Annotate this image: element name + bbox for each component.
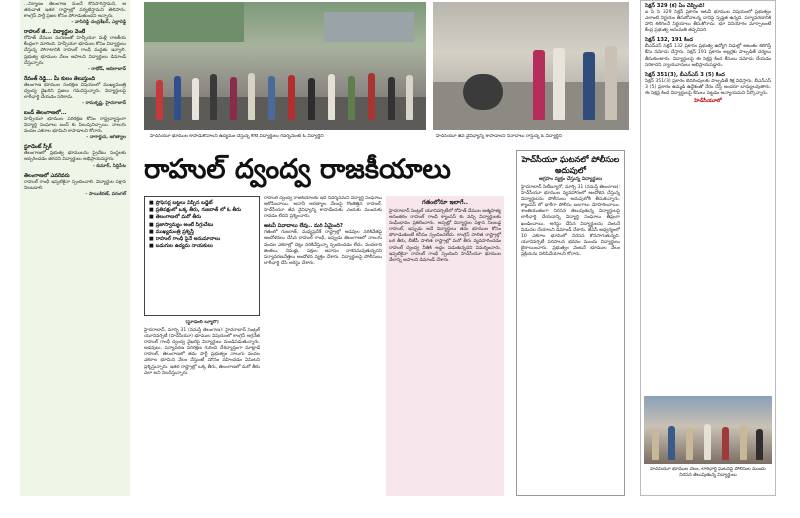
sidebar-story (516, 150, 625, 496)
sidebar-subtitle: ఆగ్రహం వ్యక్తం చేస్తున్న విద్యార్థులు (538, 177, 603, 182)
byline: (స్టూడెంట్ బ్యూరో) (185, 320, 219, 325)
article-column-3 (386, 196, 504, 496)
highlight-item: ■ ముఖ్యమంత్రి ప్రశ్నిస్తే (149, 228, 194, 235)
left-heading-2: రేవంత్ రెడ్డి... మీ కులం తెలుస్తుంది (24, 75, 96, 82)
photo-person (533, 50, 545, 120)
right-section-heading: హెచ్‌సీయూలో (694, 98, 722, 105)
right-text-2: బీఎన్ఎస్ సెక్షన్ 132 ప్రకారం ప్రభుత్వ ఉద్యోగి విధుల్లో ఆటంకం కలిగిస్తే కేసు నమోదు చేస్తారు. సెక్షన్ 191 ప్రకారం అల్లర్లకు పాల్పడితే చర్యలు తీసుకుంటారు. విద్యార్థులపై ఈ సెక్షన్ల కింద కేసులు నమోదు చేయడం సరికాదని న్యాయవాదులు అభిప్రాయపడ్డారు. (645, 44, 771, 68)
photo-person (740, 425, 747, 460)
left-heading-5: తెలంగాణలో ఎవరెవరు (24, 172, 70, 179)
left-signature-5: - కుమార్, సిద్దిపేట (92, 163, 126, 169)
article-text-3: హైదరాబాద్ సెంట్రల్ యూనివర్సిటీలో రోహిత్ వేముల ఆత్మహత్య అనంతరం రాహుల్ గాంధీ క్యాంపస్ కు వచ్చి విద్యార్థులకు సంఘీభావం ప్రకటించారు. అప్పట్లో విద్యార్థుల పక్షాన నిలబడ్డ రాహుల్, ఇప్పుడు అదే విద్యార్థులు తమ భూముల కోసం పోరాడుతుంటే కనీసం స్పందించలేదు. కాంగ్రెస్ పాలిత రాష్ట్రాల్లో ఒక తీరు, బీజేపీ పాలిత రాష్ట్రాల్లో మరో తీరు వ్యవహరించడం రాహుల్ ద్వంద్వ నీతికి అద్దం పడుతున్నదని విమర్శించారు. ఇప్పటికైనా రాహుల్ గాంధీ స్పందించి హెచ్‌సీయూ భూముల వేలాన్ని ఆపాలని డిమాండ్ చేశారు. (389, 209, 501, 263)
left-heading-3: బంద్ తెలంగాణలో... (24, 110, 67, 117)
photo-person (192, 78, 199, 120)
article-subheading-3: గతంలోనూ ఇలాగే.. (421, 199, 468, 206)
left-signature-4: - నాగార్జున, జగిత్యాల (86, 135, 126, 141)
photo-person (553, 48, 565, 120)
photo-person (686, 428, 693, 460)
article-column-1 (144, 320, 260, 496)
photo-building (324, 12, 414, 42)
left-text-5: రాహుల్ గాంధీ ఇప్పటికైనా స్పందించాలి. విద్యార్థుల పక్షాన నిలబడాలి. (24, 179, 126, 191)
article-text-2: రాహుల్ ద్వంద్వ రాజకీయాలకు ఇదే నిదర్శనమని విద్యార్థి సంఘాలు ఆరోపించాయి. అదానీ అరణ్యాల వేలంపై గొంతెత్తిన రాహుల్, హెచ్‌సీయూ జీవ వైవిధ్యాన్ని కాపాడేందుకు ఎందుకు ముందుకు రావడం లేదని ప్రశ్నించారు. (264, 196, 382, 220)
article-subheading-2: అటవీ వివాదాలు లేవు.. మరి ఏమైంది? (264, 223, 343, 230)
left-heading-1: రాహుల్ జీ... విద్యార్థుల వెంటే (24, 29, 86, 36)
student-writing-photo (433, 2, 629, 130)
sidebar-text: హైదరాబాద్ సిటీబ్యూరో, మార్చి 31 (నమస్తే తెలంగాణ): హెచ్‌సీయూ భూముల వ్యవహారంలో ఆందోళన చేస్తున్న విద్యార్థులను పోలీసులు అదుపులోకి తీసుకున్నారు. క్యాంపస్ లో భారీగా పోలీసు బలగాలు మోహరించాయి. శాంతియుతంగా నిరసన తెలుపుతున్న విద్యార్థులపై లాఠీఛార్జి చేయడాన్ని విద్యార్థి సంఘాలు తీవ్రంగా ఖండించాయి. అరెస్టు చేసిన విద్యార్థులను వెంటనే విడుదల చేయాలని డిమాండ్ చేశారు. జేఏసీ ఆధ్వర్యంలో 10 ఎకరాల భూమిలో నిరసన కొనసాగుతున్నది. యూనివర్సిటీ పరిపాలన భవనం ముందు విద్యార్థులు బైఠాయించారు. ప్రభుత్వం వెంటనే భూముల వేలం ప్రక్రియను నిలిపివేయాలని కోరారు. (521, 185, 620, 258)
article-text-2b: గతంలో గుజరాత్, మధ్యప్రదేశ్ రాష్ట్రాల్లో అడవుల నరికివేతపై ఆందోళనలు చేసిన రాహుల్ గాంధీ, ఇప్పుడు తెలంగాణలో నాలుగు వందల ఎకరాల్లో చెట్లు నరికివేస్తున్నా స్పందించడం లేదు. వందలాది జింకలు, నెమళ్లు, పక్షుల ఆవాసం నాశనమవుతున్నదని పర్యావరణవేత్తలు ఆందోళన వ్యక్తం చేశారు. విద్యార్థులపై పోలీసులు లాఠీఛార్జి చేసి అరెస్టు చేశారు. (264, 230, 382, 266)
highlight-item: ■ బడుగుల ఉద్యమ నాయకులు (149, 243, 213, 250)
left-letters-column (20, 0, 130, 496)
left-signature-3: - రామకృష్ణ, హైదరాబాద్ (82, 101, 126, 107)
right-heading-2: సెక్షన్ 132, 191 కింద (645, 37, 694, 44)
right-heading-3: సెక్షన్ 351(3), బీఎన్ఎస్ 3 (5) కింద (645, 71, 725, 78)
left-signature-6: - సాయికిరణ్, వరంగల్ (85, 191, 126, 197)
left-lead-text: ...నిర్మాణం తెలంగాణ నుంచే కొనసాగిస్తామని, ఆ తరువాత ఇతర రాష్ట్రాల్లో పర్యటిస్తామని తెలిపారు. కాంగ్రెస్ పార్టీ ప్రజల కోసం పోరాడుతుందని అన్నారు. (24, 2, 126, 20)
right-heading-1: సెక్షన్ 329 (క) ఏం చెప్పింది! (645, 3, 705, 9)
photo-person (368, 73, 375, 120)
left-text-4: తెలంగాణలో ప్రభుత్వ భూములను ప్రైవేటు సంస్థలకు అప్పగించడం తగదని విద్యార్థులు అభిప్రాయపడ్డారు. (24, 151, 126, 163)
photo-person (174, 76, 181, 120)
protest-crowd-photo (144, 2, 426, 130)
photo-person (756, 429, 763, 460)
photo-person (308, 78, 315, 120)
photo-person (230, 77, 237, 120)
photo-person (652, 430, 659, 460)
article-column-2 (264, 196, 382, 496)
photo-kneeling-student (463, 74, 503, 110)
photo-person (288, 75, 295, 120)
highlights-box (144, 196, 260, 316)
photo-road (144, 97, 426, 130)
left-signature-1: - వాసిరెడ్డి చంద్రశేఖర్, ఎల్లారెడ్డి (71, 20, 126, 26)
photo-person (668, 426, 675, 460)
left-heading-4: స్టూడెంట్ స్పీక్ (24, 144, 52, 151)
photo-person (388, 77, 395, 120)
photo-person (156, 80, 163, 120)
highlight-item: ■ రాహుల్ గాంధీ పైనే అనుమానాలు (149, 236, 221, 243)
highlight-item: ■ ప్రొఫెసర్ల బట్టలు విప్పిన బడ్జెట్ (149, 200, 213, 206)
small-photo-caption: హెచ్‌సీయూ భూముల వేలం, లాఠీఛార్జి ఘటనపై పోలీసుల ముందు నిరసన తెలుపుతున్న విద్యార్థులు (650, 467, 766, 478)
left-text-1: రోహిత్ వేముల మరణంతో హెచ్సీయూ మళ్లీ రాజకీయ కేంద్రంగా మారింది. హెచ్సీయూ భూముల కోసం విద్యార్థులు చేస్తున్న పోరాటానికి రాహుల్ గాంధీ మద్దతు ఇవ్వాలి. ప్రభుత్వ భూముల వేలం ఆపాలని విద్యార్థులు డిమాండ్ చేస్తున్నారు. (24, 36, 126, 66)
highlight-item: ■ తెలంగాణలో మరో తీరు (149, 214, 201, 221)
photo-person (406, 75, 413, 120)
photo-person (704, 424, 711, 460)
photo-person (722, 427, 729, 460)
left-signature-2: - రాథోడ్, ఆదిలాబాద్ (87, 66, 126, 72)
highlight-item: ■ ప్రతిపక్షంలో ఒక్క తీరు, గుజరాత్ లో ఓ తీరు (149, 207, 241, 214)
photo-person (248, 73, 255, 120)
article-text-1: హైదరాబాద్, మార్చి 31 (నమస్తే తెలంగాణ): హైదరాబాద్ సెంట్రల్ యూనివర్సిటీ (హెచ్‌సీయూ) భూముల విషయంలో కాంగ్రెస్ అగ్రనేత రాహుల్ గాంధీ ద్వంద్వ వైఖరిపై విద్యార్థులు మండిపడుతున్నారు. అడవులు, పర్యావరణ పరిరక్షణ గురించి దేశవ్యాప్తంగా మాట్లాడే రాహుల్, తెలంగాణలో తమ పార్టీ ప్రభుత్వం నాలుగు వందల ఎకరాల భూమిని వేలం వేస్తుంటే మౌనం వహించడం ఏమిటని ప్రశ్నిస్తున్నారు. ఇతర రాష్ట్రాల్లో ఒక్క తీరు, తెలంగాణలో మరో తీరు ఎలా అని నిలదీస్తున్నారు. (144, 328, 260, 376)
photo-person (328, 74, 335, 120)
photo-person (210, 74, 217, 120)
right-text-1: ఐ పి సి 329 సెక్షన్ ప్రకారం అటవీ భూముల విషయంలో ప్రభుత్వం ఎలాంటి నిర్ణయం తీసుకోవాలన్న దానిపై స్పష్టత ఉన్నది. పర్యావరణానికి హాని కలిగించే నిర్ణయాలు తీసుకోరాదు. భూ వినియోగం మార్చాలంటే కేంద్ర ప్రభుత్వ అనుమతి తప్పనిసరి. (645, 10, 771, 34)
left-photo-caption: హెచ్‌సీయూ భూముల కాపాడుకోవాలని ఉద్యమం చేస్తున్న కోటి విద్యార్థులు గవర్నమెంట్ ఓ విద్యార్థిని (150, 134, 324, 139)
highlight-item: ■ ప్రజాస్వామ్యం అంటే సిగ్గుచేటు (149, 221, 214, 228)
police-students-photo (644, 396, 772, 464)
photo-trees (144, 2, 244, 42)
photo-person (268, 76, 275, 120)
photo-person (348, 76, 355, 120)
main-headline: రాహుల్ ద్వంద్వ రాజకీయాలు (144, 154, 451, 185)
right-text-3: సెక్షన్ 351(3) ప్రకారం బెదిరింపులకు పాల్పడితే శిక్ష విధిస్తారు. బీఎన్ఎస్ 3 (5) ప్రకారం ఉమ్మడి ఉద్దేశంతో నేరం చేస్తే అందరూ బాధ్యులవుతారు. ఈ సెక్షన్ల కింద విద్యార్థులపై కేసులు పెట్టడం అన్యాయమని పేర్కొన్నారు. (645, 78, 771, 96)
right-photo-caption: హెచ్‌సీయూ జీవ వైవిధ్యాన్ని కాపాడాలని నినాదాలు రాస్తున్న ఓ విద్యార్థిని (436, 134, 562, 139)
photo-person (605, 46, 617, 120)
sidebar-title: హెచ్‌సీయూ ఘటనలో పోలీసుల అదుపులో (521, 154, 620, 175)
left-text-3: హెచ్సీయూ భూముల పరిరక్షణ కోసం రాష్ట్రవ్యాప్తంగా విద్యార్థి సంఘాలు బంద్ కు పిలుపునిచ్చాయి. నాలుగు వందల ఎకరాల భూమిని కాపాడాలని కోరారు. (24, 117, 126, 135)
left-text-2: తెలంగాణ భూముల సంరక్షణ విషయంలో ముఖ్యమంత్రి ద్వంద్వ వైఖరిని ప్రజలు గమనిస్తున్నారు. విద్యార్థులపై లాఠీఛార్జి చేయడం సరికాదు. (24, 82, 126, 100)
photo-person (583, 52, 595, 120)
